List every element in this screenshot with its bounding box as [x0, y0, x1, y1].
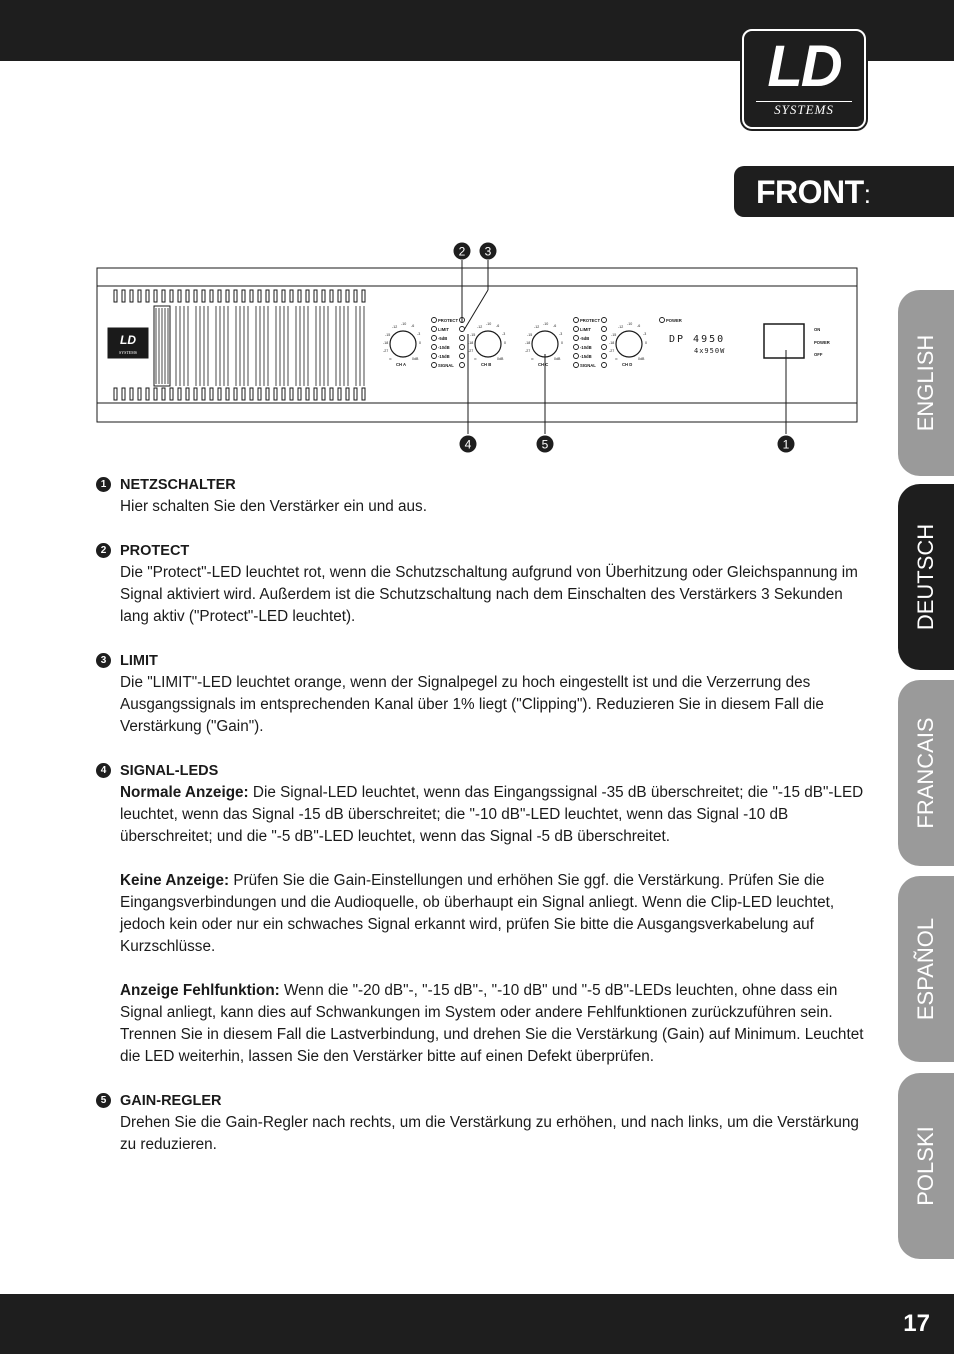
vent-slot: [354, 290, 357, 302]
vent-slot: [194, 388, 197, 400]
panel-logo-text: LD: [120, 333, 136, 347]
knob-scale-label: -27: [383, 349, 389, 353]
vent-slot: [242, 388, 245, 400]
vent-slot: [282, 290, 285, 302]
vent-slot: [258, 388, 261, 400]
brand-logo: [742, 29, 866, 129]
knob-scale-label: 0: [419, 341, 421, 345]
knob-scale-label: -3: [502, 332, 506, 336]
knob-scale-label: ∞: [615, 357, 618, 361]
knob-scale-label: -12: [392, 325, 398, 329]
vent-slot: [170, 388, 173, 400]
vent-slot: [290, 388, 293, 400]
vent-slot: [354, 388, 357, 400]
power-led-label: POWER: [666, 318, 682, 323]
vent-slot: [186, 388, 189, 400]
led-label: LIMIT: [580, 327, 591, 332]
vent-slot: [338, 388, 341, 400]
vent-slot: [218, 290, 221, 302]
vent-slot: [306, 290, 309, 302]
page-number: 17: [903, 1310, 930, 1337]
vent-slot: [146, 290, 149, 302]
knob-scale-label: 0: [645, 341, 647, 345]
tab-english[interactable]: [898, 290, 954, 476]
led-label: PROTECT: [580, 318, 601, 323]
item-title: PROTECT: [120, 543, 190, 559]
logo-subtext: SYSTEMS: [756, 101, 852, 118]
knob-scale-label: 0: [504, 341, 506, 345]
knob-scale-label: -10: [486, 322, 492, 326]
section-title: FRONT:: [756, 174, 871, 210]
paragraph-text: Prüfen Sie die Gain-Einstellungen und erhöhen Sie ggf. die Verstärkung. Prüfen Sie die Eingangsverbindungen und die Audioquelle, ob überhaupt ein Signal anliegt. Wenn die Clip-LED leuchtet, jedoch kein oder nur ein schwaches Signal erkannt wird, prüfen Sie bitte die Ausgangsverkabelung auf Kurzschlüsse.: [120, 872, 835, 955]
tab-deutsch[interactable]: [898, 484, 954, 670]
vent-slot: [314, 388, 317, 400]
knob-scale-label: -12: [477, 325, 483, 329]
vent-slot: [330, 388, 333, 400]
item-text: Die "Protect"-LED leuchtet rot, wenn die Schutzschaltung aufgrund von Überhitzung oder Gleichspannung im Signal aktiviert wird. Außerdem ist die Schutzschaltung nach dem Einschalten des Verstärkers 3 Sekunden lang aktiv ("Protect"-LED leuchtet).: [120, 564, 858, 625]
knob-scale-label: -6: [637, 324, 641, 328]
vent-slot: [146, 388, 149, 400]
knob-scale-label: -6: [553, 324, 557, 328]
item-title: GAIN-REGLER: [120, 1093, 222, 1109]
svg-text:5: 5: [541, 437, 549, 452]
knob-scale-label: -3: [643, 332, 647, 336]
svg-text:3: 3: [484, 244, 492, 259]
vent-slot: [154, 388, 157, 400]
knob-scale-label: -3: [417, 332, 421, 336]
knob-scale-label: -18: [468, 341, 474, 345]
callout-2-icon: [454, 243, 471, 260]
item-text: Die "LIMIT"-LED leuchtet orange, wenn der Signalpegel zu hoch eingestellt ist und die Verzerrung des Ausgangssignals im entsprechenden Kanal über 1% liegt ("Clipping"). Reduzieren Sie in diesem Fall die Verstärkung ("Gain").: [120, 674, 824, 735]
knob-scale-label: 0dB: [638, 357, 645, 361]
bottom-bar: [0, 1294, 954, 1354]
tab-espanol[interactable]: [898, 876, 954, 1062]
vent-slots: [114, 290, 365, 400]
list-item: [96, 1090, 866, 1156]
vent-slot: [282, 388, 285, 400]
paragraph-text: Die Signal-LED leuchtet, wenn das Eingangssignal -35 dB überschreitet; die "-15 dB"-LED leuchtet, wenn das Signal -15 dB überschreitet; die "-10 dB"-LED leuchtet, wenn das Signal -10 dB überschreitet; und die "-5 dB"-LED leuchtet, wenn das Signal -5 dB überschreitet.: [120, 784, 864, 845]
vent-slot: [330, 290, 333, 302]
gain-knob-ch-d: [616, 331, 642, 357]
item-paragraph: [120, 782, 866, 848]
number-badge: 3: [96, 653, 111, 668]
item-text: Hier schalten Sie den Verstärker ein und aus.: [120, 498, 427, 515]
vent-slot: [170, 290, 173, 302]
callout-4-icon: [460, 436, 477, 453]
led-label: -15dB: [438, 354, 450, 359]
vent-slot: [250, 290, 253, 302]
channel-label: CH B: [481, 362, 492, 367]
tab-label: POLSKI: [913, 1126, 938, 1206]
led-label: SIGNAL: [580, 363, 596, 368]
item-title: LIMIT: [120, 653, 158, 669]
channel-label: CH A: [396, 362, 407, 367]
knob-scale-label: -18: [525, 341, 531, 345]
knob-scale-label: -12: [534, 325, 540, 329]
vent-slot: [266, 290, 269, 302]
vent-slot: [346, 388, 349, 400]
tab-label: DEUTSCH: [913, 523, 938, 631]
vent-slot: [210, 388, 213, 400]
tab-label: ENGLISH: [913, 334, 938, 432]
vent-slot: [114, 388, 117, 400]
gain-knob-ch-b: [475, 331, 501, 357]
vent-slot: [322, 388, 325, 400]
vent-slot: [138, 388, 141, 400]
knob-scale-label: 0dB: [497, 357, 504, 361]
knob-scale-label: ∞: [389, 357, 392, 361]
led-label: PROTECT: [438, 318, 459, 323]
vent-slot: [362, 290, 365, 302]
description-list: [96, 474, 866, 1178]
list-item: [96, 540, 866, 628]
led-label: -15dB: [580, 354, 592, 359]
knob-scale-label: ∞: [474, 357, 477, 361]
vent-slot: [226, 388, 229, 400]
model-name: DP 4950: [669, 334, 726, 345]
knob-scale-label: 0dB: [412, 357, 419, 361]
vent-slot: [186, 290, 189, 302]
item-paragraph: [120, 980, 866, 1068]
callout-3-icon: [480, 243, 497, 260]
item-title: NETZSCHALTER: [120, 477, 236, 493]
vent-slot: [130, 388, 133, 400]
panel-logo-subtext: SYSTEMS: [118, 350, 138, 355]
knob-scale-label: -27: [609, 349, 615, 353]
knob-scale-label: -18: [383, 341, 389, 345]
knob-scale-label: -3: [559, 332, 563, 336]
knob-scale-label: -27: [525, 349, 531, 353]
vent-slot: [242, 290, 245, 302]
item-title: SIGNAL-LEDS: [120, 763, 219, 779]
vent-slot: [122, 290, 125, 302]
vent-slot: [274, 388, 277, 400]
vent-slot: [202, 388, 205, 400]
vent-slot: [162, 388, 165, 400]
vent-slot: [306, 388, 309, 400]
led-label: -10dB: [438, 345, 450, 350]
vent-slot: [290, 290, 293, 302]
knob-scale-label: -18: [609, 341, 615, 345]
vent-slot: [178, 290, 181, 302]
vent-slot: [250, 388, 253, 400]
item-text: Drehen Sie die Gain-Regler nach rechts, um die Verstärkung zu erhöhen, und nach links, um die Verstärkung zu reduzieren.: [120, 1114, 859, 1153]
led-label: -5dB: [438, 336, 448, 341]
amplifier-front-panel-diagram: [96, 238, 858, 460]
vent-slot: [322, 290, 325, 302]
vent-slot: [314, 290, 317, 302]
callout-1-icon: [778, 436, 795, 453]
knob-scale-label: -12: [618, 325, 624, 329]
logo-text: LD: [767, 34, 841, 99]
knob-scale-label: -10: [543, 322, 549, 326]
vent-slot: [234, 388, 237, 400]
knob-scale-label: -10: [627, 322, 633, 326]
tab-francais[interactable]: [898, 680, 954, 866]
led-label: LIMIT: [438, 327, 449, 332]
switch-label: OFF: [814, 352, 823, 357]
number-badge: 1: [96, 477, 111, 492]
vent-block-left: [156, 306, 364, 386]
item-paragraph: [120, 870, 866, 958]
vent-slot: [218, 388, 221, 400]
section-title-banner: [734, 166, 954, 217]
knob-scale-label: 0: [561, 341, 563, 345]
knob-scale-label: -15: [611, 333, 617, 337]
knob-scale-label: ∞: [531, 357, 534, 361]
vent-slot: [162, 290, 165, 302]
paragraph-lead: Normale Anzeige:: [120, 784, 249, 801]
tab-polski[interactable]: [898, 1073, 954, 1259]
vent-slot: [298, 388, 301, 400]
vent-slot: [138, 290, 141, 302]
number-badge: 2: [96, 543, 111, 558]
callout-5-icon: [537, 436, 554, 453]
channel-label: CH D: [622, 362, 633, 367]
vent-slot: [298, 290, 301, 302]
knob-scale-label: -15: [527, 333, 533, 337]
vent-slot: [226, 290, 229, 302]
channel-label: CH C: [538, 362, 549, 367]
knob-scale-label: -6: [496, 324, 500, 328]
svg-text:2: 2: [458, 244, 466, 259]
vent-slot: [346, 290, 349, 302]
vent-slot: [362, 388, 365, 400]
led-column-ab: [432, 318, 465, 368]
power-led: [660, 318, 665, 323]
tab-label: FRANCAIS: [913, 717, 938, 829]
list-item: [96, 650, 866, 738]
vent-slot: [274, 290, 277, 302]
list-item: [96, 760, 866, 1068]
knob-scale-label: -15: [470, 333, 476, 337]
knob-scale-label: -27: [468, 349, 474, 353]
knob-scale-label: -6: [411, 324, 415, 328]
number-badge: 4: [96, 763, 111, 778]
paragraph-lead: Anzeige Fehlfunktion:: [120, 982, 280, 999]
switch-label: POWER: [814, 340, 830, 345]
gain-knob-ch-a: [390, 331, 416, 357]
vent-slot: [154, 290, 157, 302]
led-label: SIGNAL: [438, 363, 454, 368]
tab-label: ESPAÑOL: [913, 917, 938, 1021]
knob-scale-label: -10: [401, 322, 407, 326]
paragraph-text: Wenn die "-20 dB"-, "-15 dB"-, "-10 dB" und "-5 dB"-LEDs leuchten, ohne dass ein Signal anliegt, kann dies auf Schwankungen im System oder andere Fehlfunktionen zurückzuführen sein. Trennen Sie in diesem Fall die Lastverbindung, und drehen Sie die Verstärkung (Gain) auf Minimum. Leuchtet die LED weiterhin, lassen Sie den Verstärker bitte auf einen Defekt überprüfen.: [120, 982, 864, 1065]
vent-slot: [338, 290, 341, 302]
number-badge: 5: [96, 1093, 111, 1108]
led-column-cd: [574, 318, 607, 368]
vent-slot: [178, 388, 181, 400]
model-power: 4x950W: [694, 347, 726, 355]
switch-label: ON: [814, 327, 821, 332]
gain-knob-ch-c: [532, 331, 558, 357]
vent-slot: [266, 388, 269, 400]
paragraph-lead: Keine Anzeige:: [120, 872, 230, 889]
vent-slot: [234, 290, 237, 302]
vent-slot: [114, 290, 117, 302]
svg-text:1: 1: [782, 437, 790, 452]
vent-slot: [202, 290, 205, 302]
vent-slot: [130, 290, 133, 302]
vent-slot: [210, 290, 213, 302]
knob-scale-label: -15: [385, 333, 391, 337]
vent-slot: [258, 290, 261, 302]
knob-scale-label: 0dB: [554, 357, 561, 361]
vent-slot: [194, 290, 197, 302]
list-item: [96, 474, 866, 518]
svg-text:4: 4: [464, 437, 472, 452]
led-label: -10dB: [580, 345, 592, 350]
vent-slot: [122, 388, 125, 400]
led-label: -5dB: [580, 336, 590, 341]
